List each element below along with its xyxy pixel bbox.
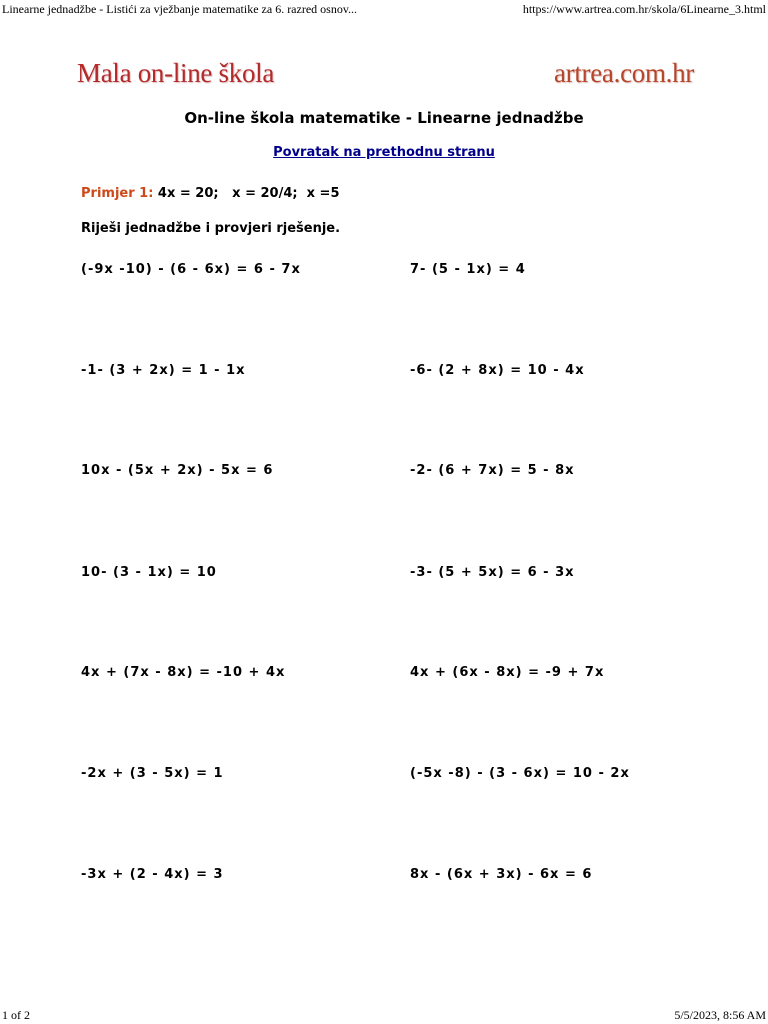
logo-artrea[interactable]: artrea.com.hr <box>553 58 694 88</box>
equation-3-left: 10x - (5x + 2x) - 5x = 6 <box>81 463 274 478</box>
equation-4-right: -3- (5 + 5x) = 6 - 3x <box>410 565 575 580</box>
logo-mala-online-skola[interactable]: Mala on-line škola <box>77 58 275 88</box>
equation-5-right: 4x + (6x - 8x) = -9 + 7x <box>410 665 605 680</box>
equation-7-right: 8x - (6x + 3x) - 6x = 6 <box>410 867 593 882</box>
print-header-title: Linearne jednadžbe - Listići za vježbanje matematike za 6. razred osnov... <box>2 2 358 16</box>
equation-4-left: 10- (3 - 1x) = 10 <box>81 565 217 580</box>
back-link-container <box>0 144 768 162</box>
equation-5-left: 4x + (7x - 8x) = -10 + 4x <box>81 665 286 680</box>
equation-1-right: 7- (5 - 1x) = 4 <box>410 262 526 277</box>
equation-1-left: (-9x -10) - (6 - 6x) = 6 - 7x <box>81 262 301 277</box>
example-label: Primjer 1: <box>81 186 154 201</box>
print-header-url: https://www.artrea.com.hr/skola/6Linearne_3.html <box>522 2 766 16</box>
equation-6-left: -2x + (3 - 5x) = 1 <box>81 766 224 781</box>
equation-3-right: -2- (6 + 7x) = 5 - 8x <box>410 463 575 478</box>
equation-6-right: (-5x -8) - (3 - 6x) = 10 - 2x <box>410 766 630 781</box>
print-footer <box>0 1007 768 1023</box>
equation-2-left: -1- (3 + 2x) = 1 - 1x <box>81 363 246 378</box>
equation-7-left: -3x + (2 - 4x) = 3 <box>81 867 224 882</box>
example <box>81 185 340 203</box>
equation-2-right: -6- (2 + 8x) = 10 - 4x <box>410 363 585 378</box>
print-datetime: 5/5/2023, 8:56 AM <box>674 1008 766 1022</box>
back-link[interactable]: Povratak na prethodnu stranu <box>273 145 495 160</box>
page-number: 1 of 2 <box>2 1008 30 1022</box>
page-title: On-line škola matematike - Linearne jednadžbe <box>184 109 584 127</box>
example-text: 4x = 20; x = 20/4; x =5 <box>153 186 340 201</box>
print-header <box>0 1 768 17</box>
instruction: Riješi jednadžbe i provjeri rješenje. <box>81 221 341 236</box>
